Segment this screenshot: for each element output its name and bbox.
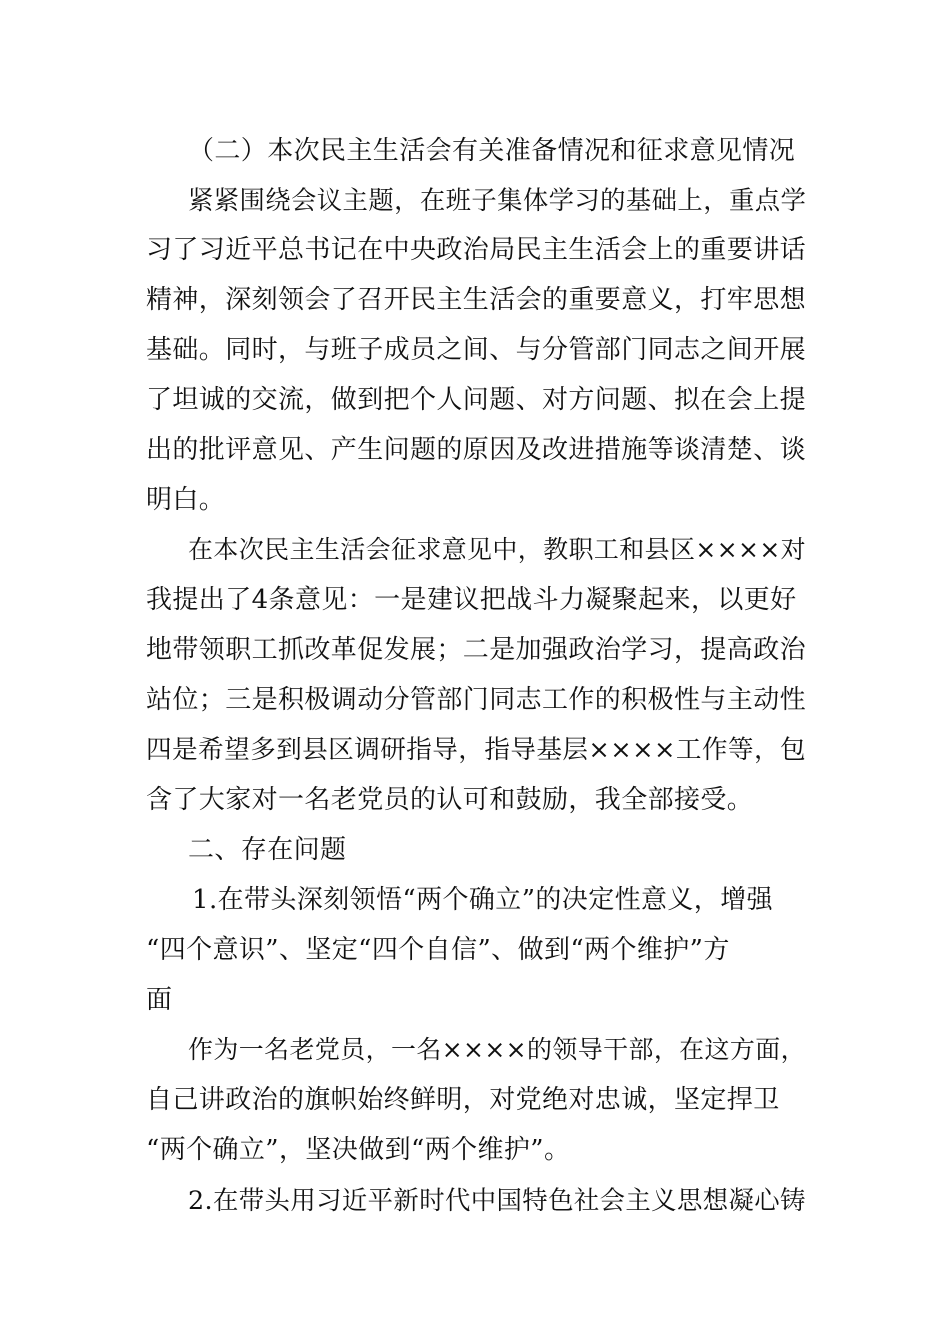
paragraph-line: 我提出了4条意见：一是建议把战斗力凝聚起来，以更好: [146, 585, 797, 615]
paragraph-line: 习了习近平总书记在中央政治局民主生活会上的重要讲话: [146, 235, 807, 265]
paragraph-line: 基础。同时，与班子成员之间、与分管部门同志之间开展: [146, 335, 807, 365]
paragraph-line: 出的批评意见、产生问题的原因及改进措施等谈清楚、谈: [146, 435, 807, 465]
paragraph-line: 四是希望多到县区调研指导，指导基层××××工作等，包: [146, 735, 807, 765]
paragraph-line: 站位；三是积极调动分管部门同志工作的积极性与主动性: [146, 685, 807, 715]
paragraph-line: “两个确立”，坚决做到“两个维护”。: [146, 1135, 571, 1165]
paragraph-line: 地带领职工抓改革促发展；二是加强政治学习，提高政治: [146, 635, 807, 665]
paragraph-line: 明白。: [146, 485, 226, 515]
paragraph-line: 了坦诚的交流，做到把个人问题、对方问题、拟在会上提: [146, 385, 807, 415]
item-heading-line: 2.在带头用习近平新时代中国特色社会主义思想凝心铸: [188, 1185, 806, 1215]
paragraph-line: 含了大家对一名老党员的认可和鼓励，我全部接受。: [146, 785, 754, 815]
item-heading-line: 面: [146, 985, 173, 1015]
paragraph-line: 作为一名老党员，一名××××的领导干部，在这方面，: [188, 1035, 807, 1064]
paragraph-line: 在本次民主生活会征求意见中，教职工和县区××××对: [188, 535, 807, 564]
paragraph-line: 紧紧围绕会议主题，在班子集体学习的基础上，重点学: [188, 185, 807, 215]
paragraph-line: 自己讲政治的旗帜始终鲜明，对党绝对忠诚，坚定捍卫: [146, 1085, 780, 1115]
section-heading-preparation: （二）本次民主生活会有关准备情况和征求意见情况: [188, 136, 796, 166]
item-heading-line: 1.在带头深刻领悟“两个确立”的决定性意义，增强: [192, 885, 773, 915]
section-heading-problems: 二、存在问题: [188, 835, 347, 865]
item-heading-line: “四个意识”、坚定“四个自信”、做到“两个维护”方: [146, 935, 730, 965]
paragraph-line: 精神，深刻领会了召开民主生活会的重要意义，打牢思想: [146, 285, 807, 315]
